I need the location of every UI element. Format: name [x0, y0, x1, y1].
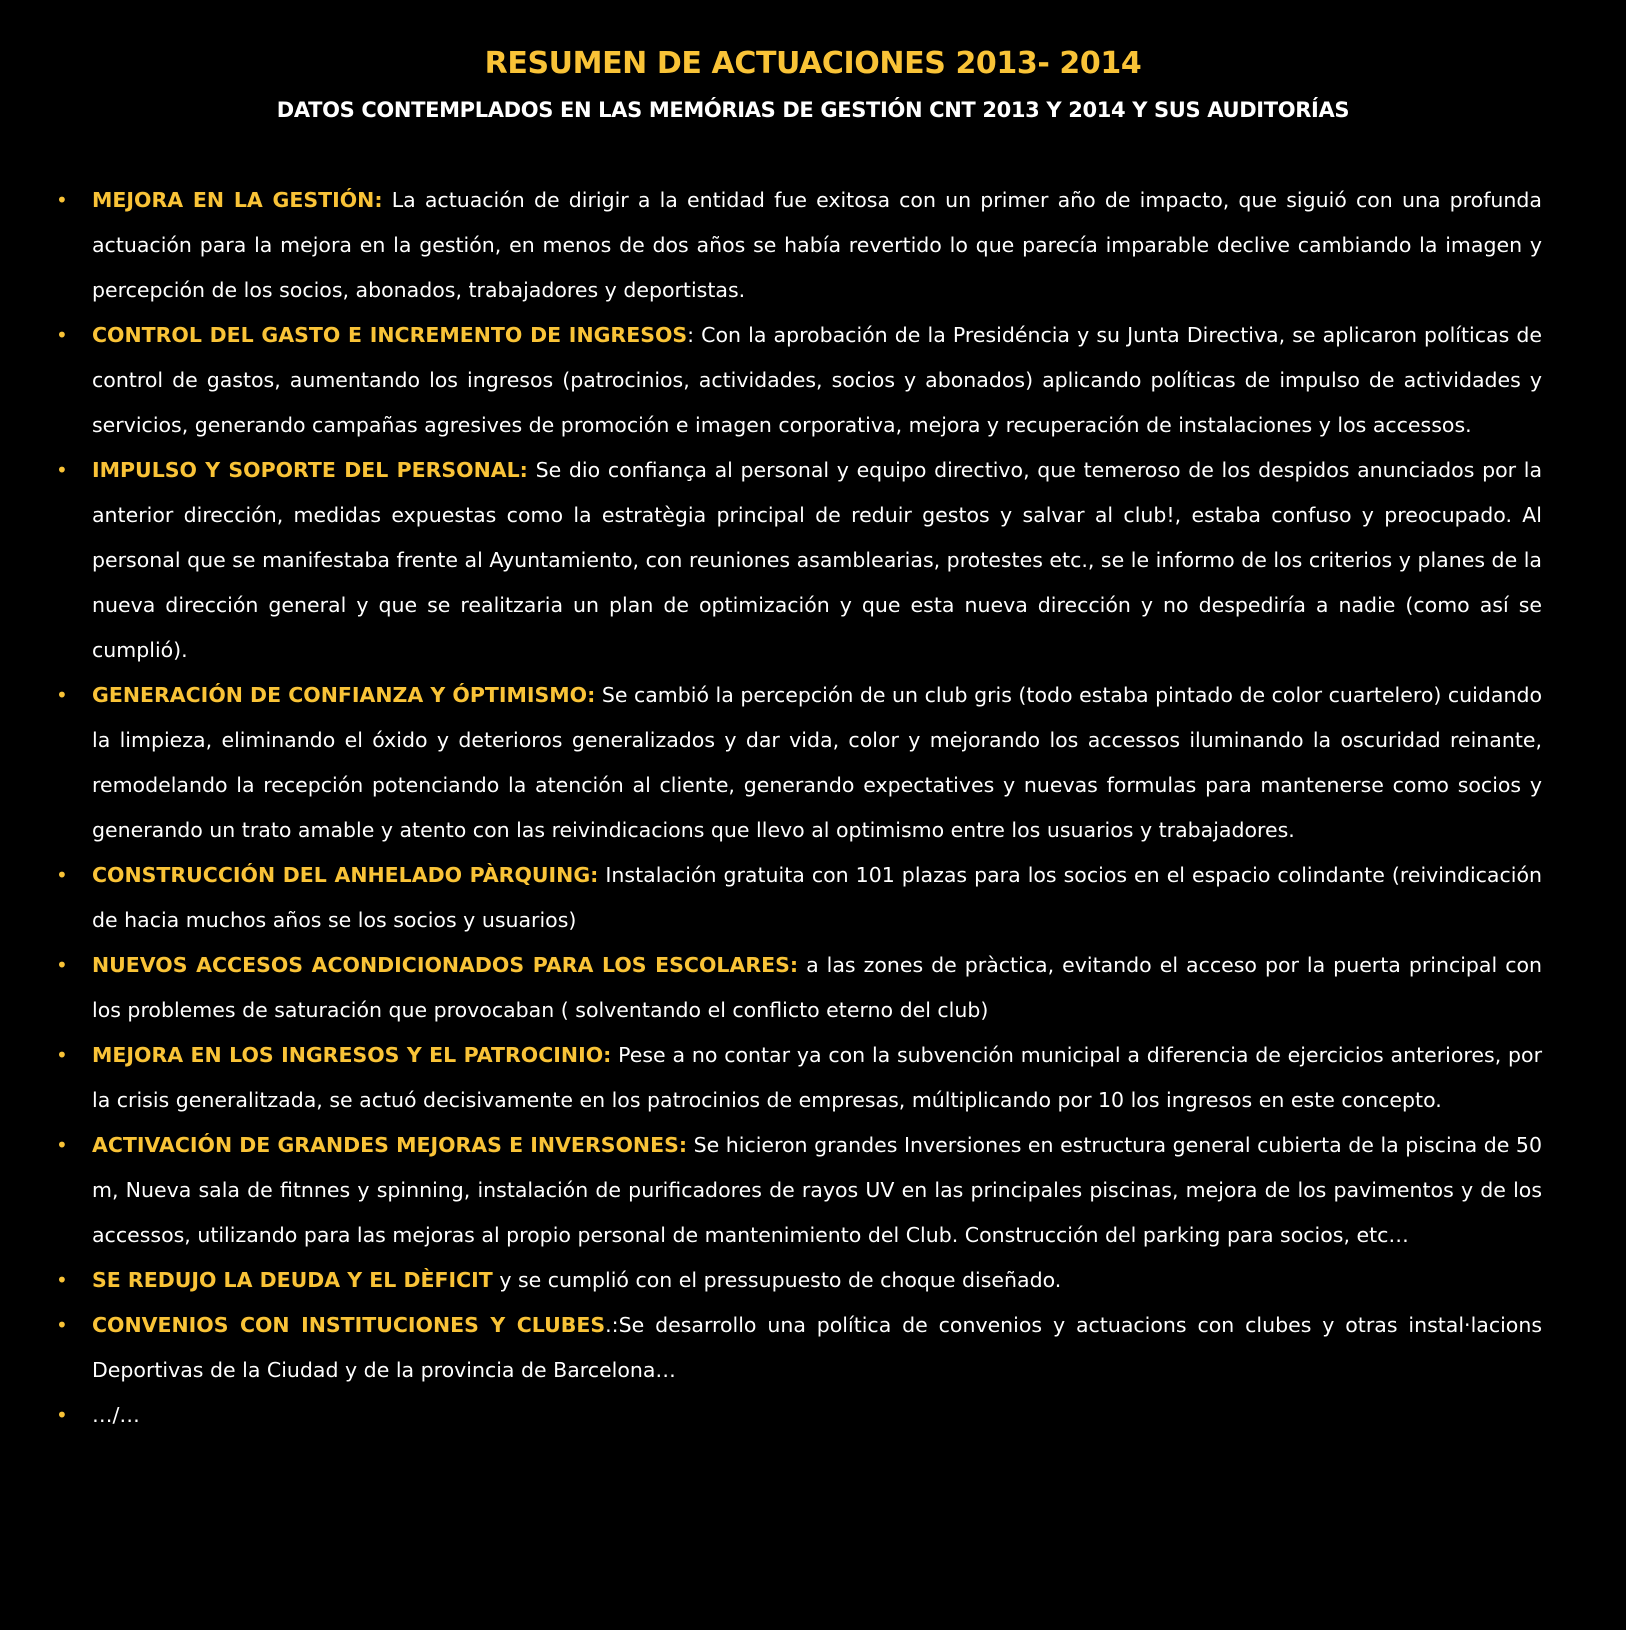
bullet-icon: • [56, 1313, 68, 1337]
list-item [56, 1303, 1542, 1393]
list-item [56, 1258, 1542, 1303]
list-item [56, 943, 1542, 1033]
item-text: Se dio confiança al personal y equipo directivo, que temeroso de los despidos anunciados por la anterior dirección, medidas expuestas como la estratègia principal de reduir gestos y salvar al club!, estaba confuso y preocupado. Al personal que se manifestaba frente al Ayuntamiento, con reuniones asamblearias, protestes etc., se le informo de los criterios y planes de la nueva dirección general y que se realitzaria un plan de optimización y que esta nueva dirección y no despediría a nadie (como así se cumplió). [92, 458, 1543, 662]
bullet-icon: • [56, 1403, 68, 1427]
page-subtitle: DATOS CONTEMPLADOS EN LAS MEMÓRIAS DE GESTIÓN CNT 2013 Y 2014 Y SUS AUDITORÍAS [276, 98, 1350, 122]
bullet-icon: • [56, 458, 68, 482]
bullet-icon: • [56, 863, 68, 887]
item-heading: CONVENIOS CON INSTITUCIONES Y CLUBES [92, 1313, 606, 1337]
list-item [56, 313, 1542, 448]
bullet-icon: • [56, 683, 68, 707]
item-text: a las zones de pràctica, evitando el acceso por la puerta principal con los problemes de saturación que provocaban ( solventando el conflicto eterno del club) [92, 953, 1542, 1022]
list-item [56, 1033, 1542, 1123]
bullet-icon: • [56, 323, 68, 347]
item-heading: ACTIVACIÓN DE GRANDES MEJORAS E INVERSONES: [92, 1133, 688, 1157]
item-heading: NUEVOS ACCESOS ACONDICIONADOS PARA LOS ESCOLARES: [92, 953, 799, 977]
item-text: y se cumplió con el pressupuesto de choque diseñado. [492, 1268, 1062, 1292]
item-text: Instalación gratuita con 101 plazas para los socios en el espacio colindante (reivindicación de hacia muchos años se los socios y usuarios) [92, 863, 1542, 932]
item-text: Pese a no contar ya con la subvención municipal a diferencia de ejercicios anteriores, por la crisis generalitzada, se actuó decisivamente en los patrocinios de empresas, múltiplicando por 10 los ingresos en este concepto. [92, 1043, 1542, 1112]
bullet-icon: • [56, 1043, 68, 1067]
bullet-icon: • [56, 1133, 68, 1157]
item-text: …/… [92, 1403, 140, 1427]
bullet-icon: • [56, 1268, 68, 1292]
item-heading: MEJORA EN LA GESTIÓN: [92, 188, 383, 212]
page-title: RESUMEN DE ACTUACIONES 2013- 2014 [484, 46, 1142, 81]
list-item [56, 448, 1542, 673]
item-heading: IMPULSO Y SOPORTE DEL PERSONAL: [92, 458, 528, 482]
item-heading: MEJORA EN LOS INGRESOS Y EL PATROCINIO: [92, 1043, 612, 1067]
bullet-icon: • [56, 188, 68, 212]
item-heading: CONTROL DEL GASTO E INCREMENTO DE INGRESOS [92, 323, 688, 347]
list-item [56, 1123, 1542, 1258]
list-item [56, 1393, 1542, 1438]
item-text: Se cambió la percepción de un club gris (todo estaba pintado de color cuartelero) cuidando la limpieza, eliminando el óxido y deterioros generalizados y dar vida, color y mejorando los accessos iluminando la oscuridad reinante, remodelando la recepción potenciando la atención al cliente, generando expectatives y nuevas formulas para mantenerse como socios y generando un trato amable y atento con las reivindicacions que llevo al optimismo entre los usuarios y trabajadores. [92, 683, 1542, 842]
item-heading: SE REDUJO LA DEUDA Y EL DÈFICIT [92, 1268, 493, 1292]
list-item [56, 178, 1542, 313]
item-text: .:Se desarrollo una política de convenios y actuacions con clubes y otras instal·lacions Deportivas de la Ciudad y de la provincia de Barcelona… [92, 1313, 1543, 1382]
actions-list [56, 178, 1542, 1438]
item-text: : Con la aprobación de la Presidéncia y su Junta Directiva, se aplicaron políticas de control de gastos, aumentando los ingresos (patrocinios, actividades, socios y abonados) aplicando políticas de impulso de actividades y servicios, generando campañas agresives de promoción e imagen corporativa, mejora y recuperación de instalaciones y los accessos. [92, 323, 1542, 437]
list-item [56, 673, 1542, 853]
list-item [56, 853, 1542, 943]
item-text: La actuación de dirigir a la entidad fue exitosa con un primer año de impacto, que siguió con una profunda actuación para la mejora en la gestión, en menos de dos años se había revertido lo que parecía imparable declive cambiando la imagen y percepción de los socios, abonados, trabajadores y deportistas. [92, 188, 1542, 302]
item-heading: CONSTRUCCIÓN DEL ANHELADO PÀRQUING: [92, 863, 599, 887]
item-text: Se hicieron grandes Inversiones en estructura general cubierta de la piscina de 50 m, Nueva sala de fitnnes y spinning, instalación de purificadores de rayos UV en las principales piscinas, mejora de los pavimentos y de los accessos, utilizando para las mejoras al propio personal de mantenimiento del Club. Construcción del parking para socios, etc… [92, 1133, 1543, 1247]
item-heading: GENERACIÓN DE CONFIANZA Y ÓPTIMISMO: [92, 683, 596, 707]
bullet-icon: • [56, 953, 68, 977]
